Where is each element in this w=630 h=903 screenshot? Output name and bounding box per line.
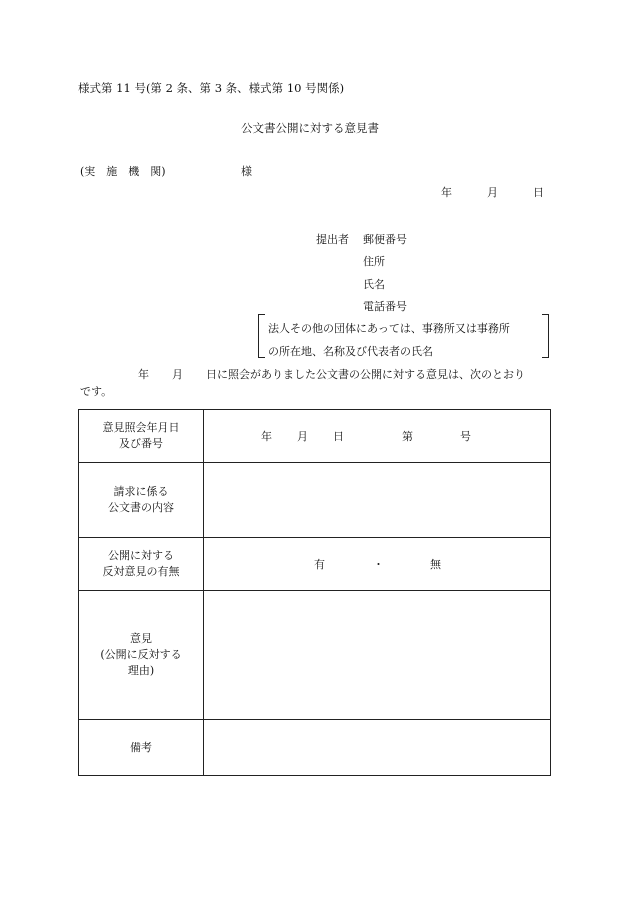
row-document-content: [79, 463, 551, 538]
inquiry-date-label-line2: 及び番号: [119, 437, 163, 450]
objection-separator: ・: [373, 558, 384, 571]
opinion-label-line2: (公開に反対する: [100, 648, 182, 661]
intro-year: 年: [138, 368, 149, 381]
name-label: 氏名: [363, 278, 385, 291]
inquiry-no-prefix: 第: [402, 430, 413, 443]
document-content-label: [79, 463, 204, 538]
date-year: 年: [441, 186, 452, 199]
opinion-label: [79, 591, 204, 720]
intro-sentence: 日に照会がありました公文書の公開に対する意見は、次のとおり: [206, 368, 525, 381]
phone-label: 電話番号: [363, 300, 407, 313]
document-title: 公文書公開に対する意見書: [241, 121, 379, 135]
intro-sentence-end: です。: [80, 385, 113, 398]
corporate-note-line1: 法人その他の団体にあっては、事務所又は事務所: [268, 322, 510, 335]
row-inquiry-date: [79, 410, 551, 463]
bracket-left: [258, 314, 265, 358]
inquiry-no-suffix: 号: [460, 430, 471, 443]
objection-label-line1: 公開に対する: [108, 549, 174, 562]
row-objection: [79, 538, 551, 591]
inquiry-date-label: [79, 410, 204, 463]
date-day: 日: [533, 186, 544, 199]
objection-field[interactable]: [204, 538, 551, 591]
objection-yes[interactable]: 有: [314, 558, 325, 571]
bracket-right: [542, 314, 549, 358]
postal-code-label: 郵便番号: [363, 233, 407, 246]
document-content-label-line2: 公文書の内容: [108, 501, 174, 514]
inquiry-date-label-line1: 意見照会年月日: [102, 421, 180, 434]
row-remarks: [79, 720, 551, 776]
objection-no[interactable]: 無: [430, 558, 441, 571]
row-opinion: [79, 591, 551, 720]
remarks-field[interactable]: [204, 720, 551, 776]
inquiry-date-field[interactable]: [204, 410, 551, 463]
opinion-label-line1: 意見: [130, 632, 152, 645]
inquiry-day: 日: [333, 430, 344, 443]
inquiry-month: 月: [297, 430, 308, 443]
address-label: 住所: [363, 255, 385, 268]
addressee-institution: (実 施 機 関): [80, 165, 166, 178]
form-number: 様式第 11 号(第 2 条、第 3 条、様式第 10 号関係): [78, 81, 345, 95]
remarks-label: 備考: [79, 720, 204, 776]
document-content-field[interactable]: [204, 463, 551, 538]
date-month: 月: [487, 186, 498, 199]
opinion-field[interactable]: [204, 591, 551, 720]
objection-label-line2: 反対意見の有無: [102, 565, 180, 578]
addressee-honorific: 様: [241, 165, 252, 178]
corporate-note-line2: の所在地、名称及び代表者の氏名: [268, 345, 433, 358]
opinion-form-table: [78, 409, 551, 776]
intro-month: 月: [172, 368, 183, 381]
inquiry-year: 年: [261, 430, 272, 443]
objection-label: [79, 538, 204, 591]
opinion-label-line3: 理由): [127, 664, 155, 677]
submitter-label: 提出者: [316, 233, 349, 246]
document-content-label-line1: 請求に係る: [113, 485, 169, 498]
